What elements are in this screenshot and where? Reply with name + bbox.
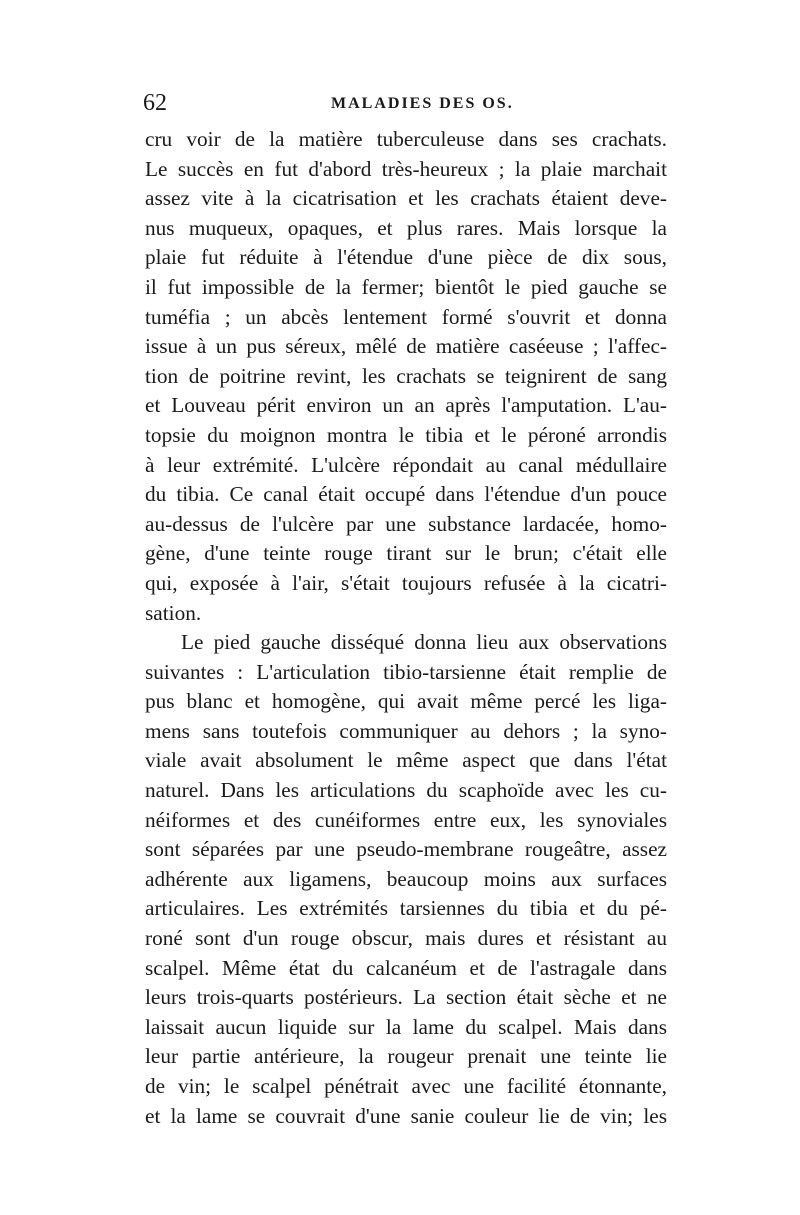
text-line: gène, d'une teinte rouge tirant sur le brun; c'était elle (145, 541, 667, 566)
text-line: scalpel. Même état du calcanéum et de l'astragale dans (145, 955, 667, 980)
text-line: tion de poitrine revint, les crachats se teignirent de sang (145, 363, 667, 388)
page-header (143, 88, 668, 118)
text-line: articulaires. Les extrémités tarsiennes du tibia et du pé- (145, 896, 667, 921)
text-line: suivantes : L'articulation tibio-tarsienne était remplie de (145, 659, 667, 684)
text-line: Le succès en fut d'abord très-heureux ; la plaie marchait (145, 156, 667, 181)
text-line: à leur extrémité. L'ulcère répondait au canal médullaire (145, 452, 667, 477)
text-line: laissait aucun liquide sur la lame du scalpel. Mais dans (145, 1014, 667, 1039)
text-line-paragraph-start: Le pied gauche disséqué donna lieu aux observations (181, 630, 667, 655)
body-text (145, 125, 667, 1131)
text-line: qui, exposée à l'air, s'était toujours refusée à la cicatri- (145, 570, 667, 595)
text-line: pus blanc et homogène, qui avait même percé les liga- (145, 689, 667, 714)
running-title: MALADIES DES OS. (331, 95, 514, 112)
text-line: sont séparées par une pseudo-membrane rougeâtre, assez (145, 837, 667, 862)
page-number: 62 (143, 90, 167, 116)
text-line: tuméfia ; un abcès lentement formé s'ouvrit et donna (145, 304, 667, 329)
text-line: leurs trois-quarts postérieurs. La section était sèche et ne (145, 985, 667, 1010)
text-line: naturel. Dans les articulations du scaphoïde avec les cu- (145, 778, 667, 803)
text-line: topsie du moignon montra le tibia et le péroné arrondis (145, 422, 667, 447)
text-line: de vin; le scalpel pénétrait avec une facilité étonnante, (145, 1074, 667, 1098)
text-line: assez vite à la cicatrisation et les crachats étaient deve- (145, 186, 667, 211)
text-line: leur partie antérieure, la rougeur prenait une teinte lie (145, 1044, 667, 1069)
text-line: néiformes et des cunéiformes entre eux, les synoviales (145, 807, 667, 832)
text-line: mens sans toutefois communiquer au dehors ; la syno- (145, 718, 667, 743)
text-line: et la lame se couvrait d'une sanie couleur lie de vin; les (145, 1103, 667, 1128)
text-line: issue à un pus séreux, mêlé de matière caséeuse ; l'affec- (145, 334, 667, 359)
text-line-paragraph-end: sation. (145, 600, 202, 625)
text-line: au-dessus de l'ulcère par une substance lardacée, homo- (145, 511, 667, 536)
text-line: roné sont d'un rouge obscur, mais dures et résistant au (145, 926, 667, 951)
text-line: adhérente aux ligamens, beaucoup moins aux surfaces (145, 866, 667, 891)
text-line: et Louveau périt environ un an après l'amputation. L'au- (145, 393, 667, 418)
text-line: plaie fut réduite à l'étendue d'une pièce de dix sous, (145, 245, 667, 270)
text-line: il fut impossible de la fermer; bientôt le pied gauche se (145, 274, 667, 299)
text-line: nus muqueux, opaques, et plus rares. Mais lorsque la (145, 215, 667, 240)
text-line: viale avait absolument le même aspect que dans l'état (145, 748, 667, 773)
text-line: du tibia. Ce canal était occupé dans l'étendue d'un pouce (145, 482, 667, 507)
text-line: cru voir de la matière tuberculeuse dans ses crachats. (145, 127, 667, 151)
